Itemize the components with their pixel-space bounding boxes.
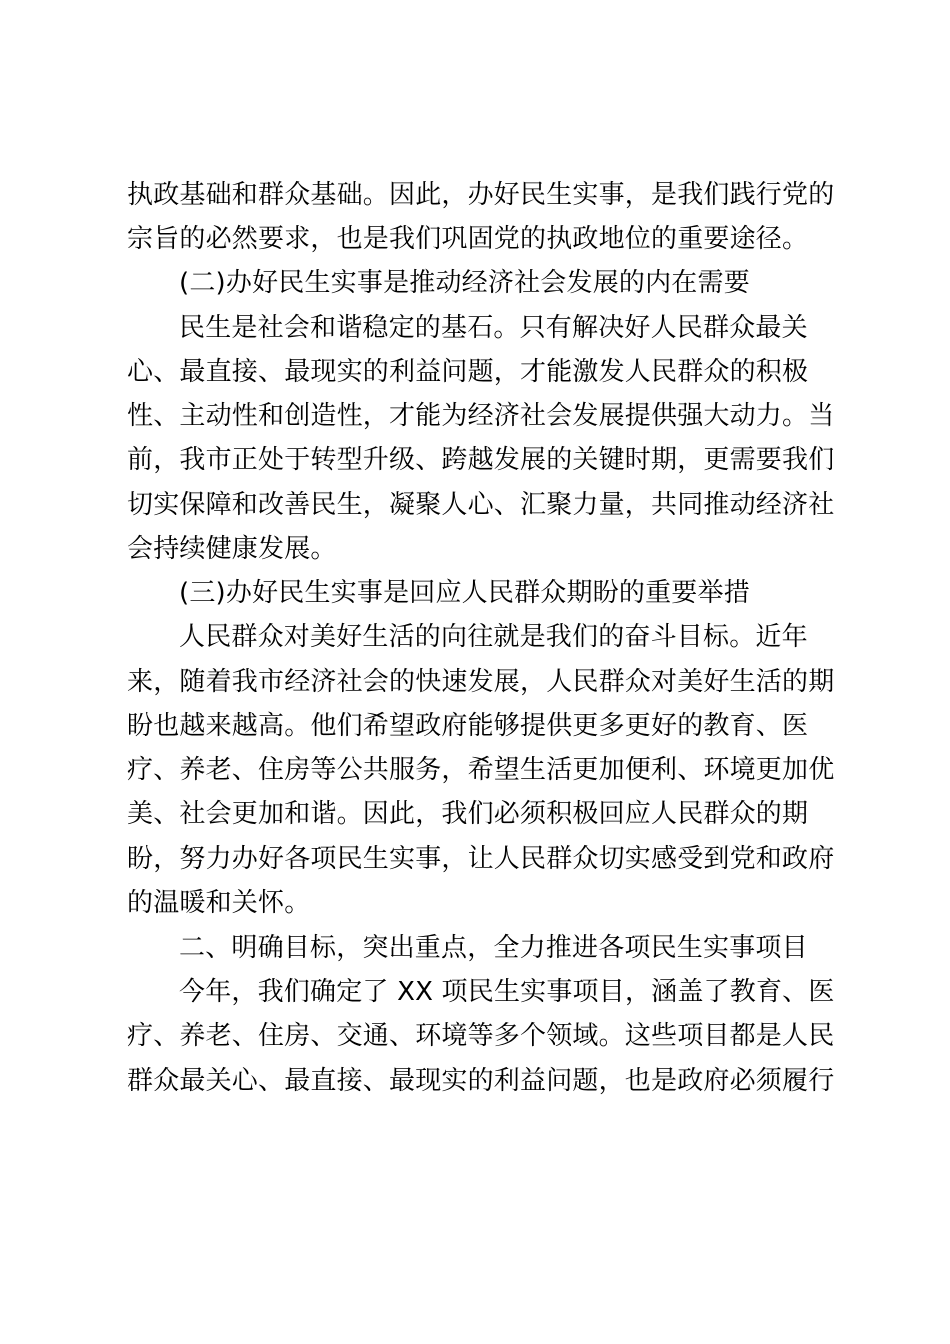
body-text-line: 宗旨的必然要求，也是我们巩固党的执政地位的重要途径。 — [127, 224, 809, 254]
section-heading-3: (三)办好民生实事是回应人民群众期盼的重要举措 — [179, 578, 750, 608]
body-text-line: 美、社会更加和谐。因此，我们必须积极回应人民群众的期 — [127, 799, 809, 829]
body-text-line: 盼，努力办好各项民生实事，让人民群众切实感受到党和政府 — [127, 844, 835, 874]
body-text-line: 执政基础和群众基础。因此，办好民生实事，是我们践行党的 — [127, 180, 835, 210]
body-text-line: 心、最直接、最现实的利益问题，才能激发人民群众的积极 — [127, 357, 809, 387]
body-text-line: 民生是社会和谐稳定的基石。只有解决好人民群众最关 — [179, 313, 808, 343]
body-text-line: 来，随着我市经济社会的快速发展，人民群众对美好生活的期 — [127, 667, 835, 697]
body-text-line: 切实保障和改善民生，凝聚人心、汇聚力量，共同推动经济社 — [127, 490, 835, 520]
body-text-line: 人民群众对美好生活的向往就是我们的奋斗目标。近年 — [179, 622, 808, 652]
chapter-heading-2: 二、明确目标，突出重点，全力推进各项民生实事项目 — [179, 933, 808, 963]
section-heading-2: (二)办好民生实事是推动经济社会发展的内在需要 — [179, 268, 750, 298]
body-text-line: 会持续健康发展。 — [127, 534, 337, 564]
body-text-line: 疗、养老、住房等公共服务，希望生活更加便利、环境更加优 — [127, 755, 835, 785]
body-text-line: 今年，我们确定了 XX 项民生实事项目，涵盖了教育、医 — [179, 977, 835, 1007]
body-text-line: 性、主动性和创造性，才能为经济社会发展提供强大动力。当 — [127, 401, 835, 431]
body-text-line: 的温暖和关怀。 — [127, 888, 311, 918]
body-text-line: 疗、养老、住房、交通、环境等多个领域。这些项目都是人民 — [127, 1021, 835, 1051]
body-text-line: 盼也越来越高。他们希望政府能够提供更多更好的教育、医 — [127, 711, 809, 741]
body-text-line: 群众最关心、最直接、最现实的利益问题，也是政府必须履行 — [127, 1066, 835, 1096]
body-text-line: 前，我市正处于转型升级、跨越发展的关键时期，更需要我们 — [127, 445, 835, 475]
